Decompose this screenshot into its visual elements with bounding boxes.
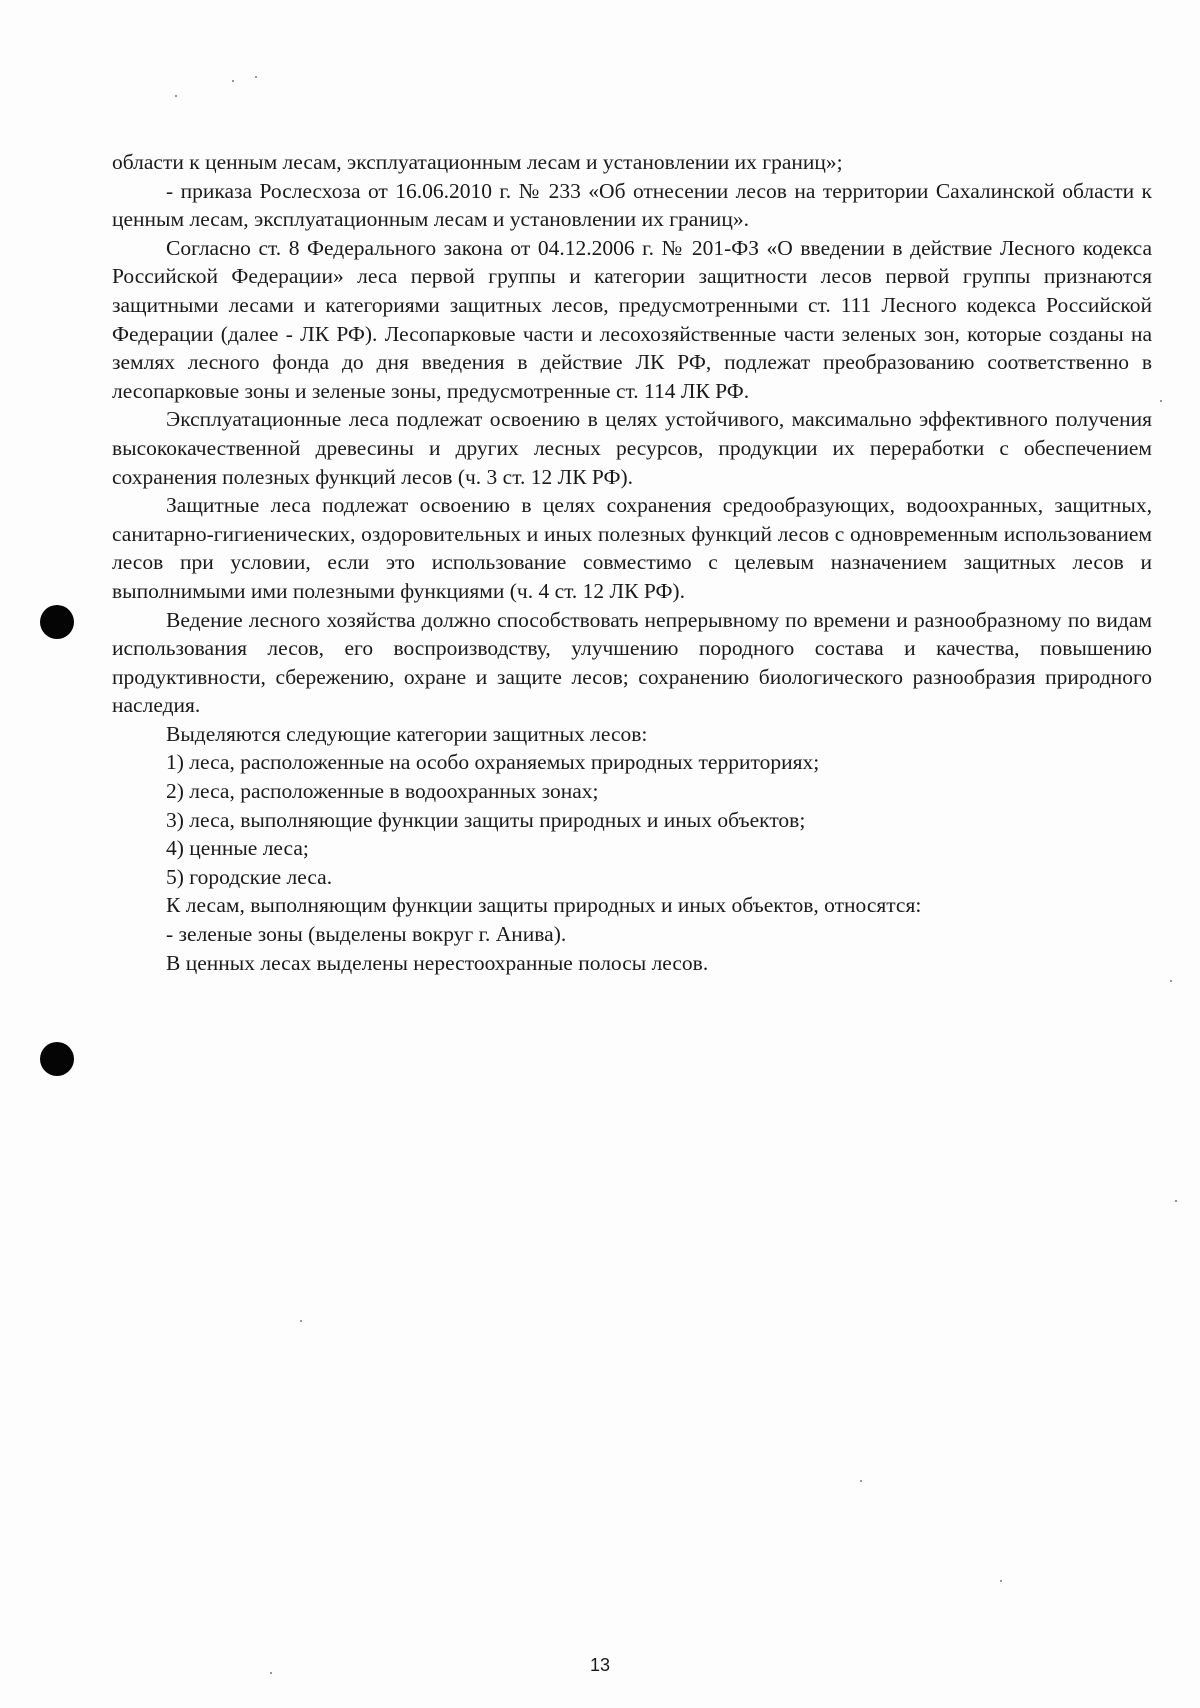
- paragraph-federal-law: Согласно ст. 8 Федерального закона от 04.12.2006 г. № 201-ФЗ «О введении в действие Лесного кодекса Российской Федерации» леса первой группы и категории защитности лесов первой группы признаются защитными лесами и категориями защитных лесов, предусмотренными ст. 111 Лесного кодекса Российской Федерации (далее - ЛК РФ). Лесопарковые части и лесохозяйственные части зеленых зон, которые созданы на землях лесного фонда до дня введения в действие ЛК РФ, подлежат преобразованию соответственно в лесопарковые зоны и зеленые зоны, предусмотренные ст. 114 ЛК РФ.: [112, 235, 1152, 403]
- list-item: 3) леса, выполняющие функции защиты природных и иных объектов;: [166, 807, 806, 832]
- scan-speck: [300, 1320, 302, 1322]
- list-item: 1) леса, расположенные на особо охраняемых природных территориях;: [166, 750, 820, 775]
- scan-speck: [1000, 1580, 1002, 1582]
- paragraph-continuation: области к ценным лесам, эксплуатационным лесам и установлении их границ»;: [112, 150, 843, 174]
- scan-speck: [1170, 980, 1172, 982]
- paragraph-protective-forests: Защитные леса подлежат освоению в целях сохранения средообразующих, водоохранных, защитных, санитарно-гигиенических, оздоровительных и иных полезных функций лесов с одновременным использованием лесов при условии, если это использование совместимо с целевым назначением защитных лесов и выполнимыми ими полезными функциями (ч. 4 ст. 12 ЛК РФ).: [112, 493, 1152, 603]
- closing-line-green-zones: - зеленые зоны (выделены вокруг г. Анива).: [166, 922, 567, 947]
- scan-speck: [860, 1480, 862, 1482]
- scan-speck: [1160, 400, 1162, 402]
- paragraph-exploitation-forests: Эксплуатационные леса подлежат освоению в целях устойчивого, максимально эффективного получения высококачественной древесины и других лесных ресурсов, продукции их переработки с обеспечением сохранения полезных функций лесов (ч. 3 ст. 12 ЛК РФ).: [112, 407, 1152, 489]
- list-item: 4) ценные леса;: [166, 836, 309, 861]
- closing-line-intro: К лесам, выполняющим функции защиты природных и иных объектов, относятся:: [166, 893, 922, 918]
- scan-speck: [232, 80, 234, 82]
- list-intro: Выделяются следующие категории защитных лесов:: [166, 721, 648, 746]
- paragraph-order-reference: - приказа Рослесхоза от 16.06.2010 г. № 233 «Об отнесении лесов на территории Сахалинской области к ценным лесам, эксплуатационным лесам и установлении их границ».: [112, 178, 1152, 232]
- punch-hole-upper: [40, 605, 74, 639]
- closing-line-spawning: В ценных лесах выделены нерестоохранные полосы лесов.: [166, 950, 709, 975]
- scan-speck: [255, 76, 257, 78]
- list-item: 5) городские леса.: [166, 864, 333, 889]
- scan-speck: [1175, 1200, 1177, 1202]
- page-number: 13: [589, 1655, 611, 1675]
- body-text: [112, 148, 1152, 977]
- list-item: 2) леса, расположенные в водоохранных зонах;: [166, 779, 599, 804]
- scan-speck: [175, 95, 177, 97]
- paragraph-forest-management: Ведение лесного хозяйства должно способствовать непрерывному по времени и разнообразному по видам использования лесов, его воспроизводству, улучшению породного состава и качества, повышению продуктивности, сбережению, охране и защите лесов; сохранению биологического разнообразия природного наследия.: [112, 607, 1152, 718]
- punch-hole-lower: [40, 1042, 74, 1076]
